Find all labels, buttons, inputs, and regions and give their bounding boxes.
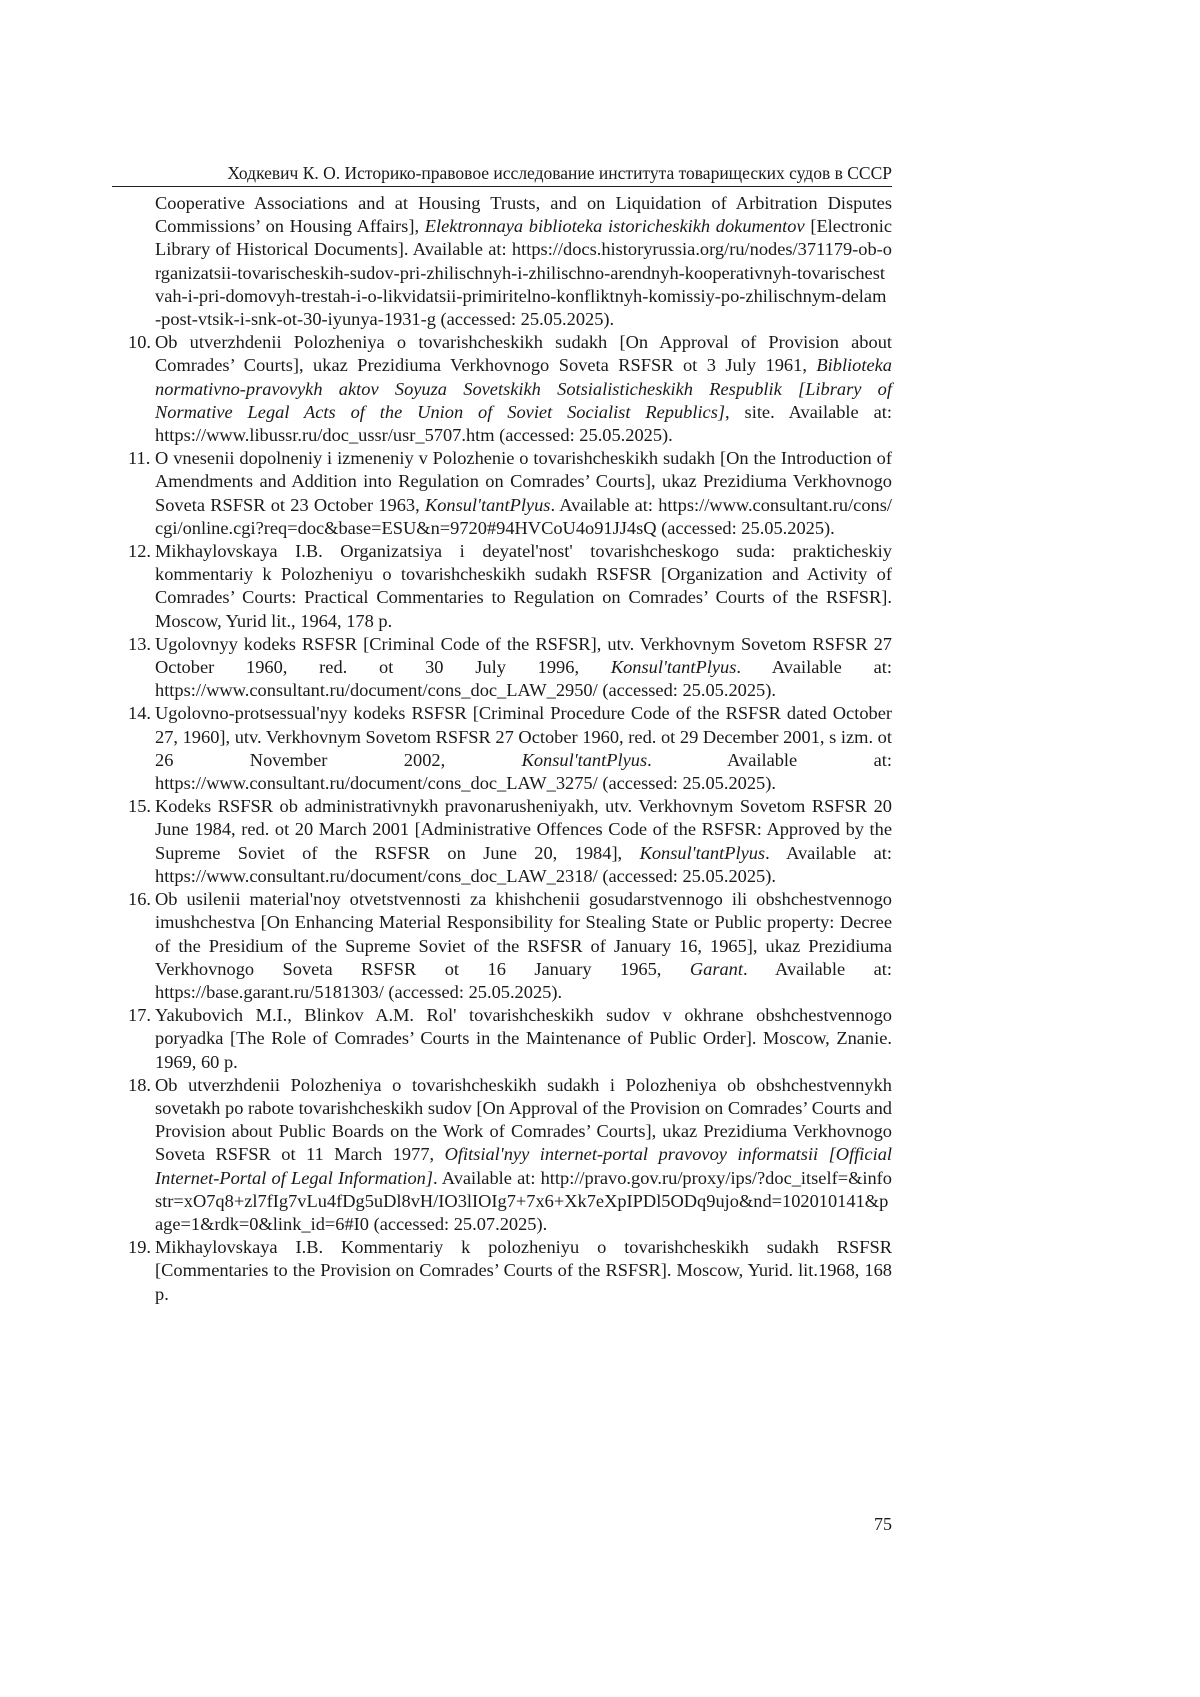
reference-number: 12. (128, 540, 155, 633)
reference-text (155, 1004, 892, 1074)
reference-item (128, 1236, 892, 1306)
reference-item (128, 1074, 892, 1236)
reference-segment: . Available at: https://www.consultant.ru/document/cons_doc_LAW_3275/ (accessed: 25.05.2025). (155, 750, 892, 793)
reference-number: 14. (128, 702, 155, 795)
reference-segment: Ob utverzhdenii Polozheniya o tovarishcheskikh sudakh i Polozheniya ob obshchestvennykh sovetakh po rabote tovarishcheskikh sudov [On Approval of the Provision on Comrades’ Courts and Provision about Public Boards on the Work of Comrades’ Courts], ukaz Prezidiuma Verkhovnogo Soveta RSFSR ot 11 March 1977, (155, 1075, 892, 1165)
reference-text (155, 795, 892, 888)
reference-text (155, 888, 892, 1004)
reference-number: 15. (128, 795, 155, 888)
reference-segment: . Available at: http://pravo.gov.ru/proxy/ips/?doc_itself=&infostr=xO7q8+zl7fIg7vLu4fDg5uDl8vH/IO3lIOIg7+7x6+Xk7eXpIPDl5ODq9ujo&nd=102010141&page=1&rdk=0&link_id=6#I0 (accessed: 25.07.2025). (155, 1168, 892, 1234)
reference-segment: [Electronic Library of Historical Documents]. Available at: https://docs.historyrussia.org/ru/nodes/371179-ob-organizatsii-tovarischeskih-sudov-pri-zhilischnyh-i-zhilischno-arendnyh-kooperativnyh-tovarischestvah-i-pri-domovyh-trestah-i-o-likvidatsii-primiritelno-konfliktnyh-komissiy-po-zhilischnym-delam-post-vtsik-i-snk-ot-30-iyunya-1931-g (accessed: 25.05.2025). (155, 216, 892, 329)
reference-segment: Ob utverzhdenii Polozheniya o tovarishcheskikh sudakh [On Approval of Provision about Comrades’ Courts], ukaz Prezidiuma Verkhovnogo Soveta RSFSR ot 3 July 1961, (155, 332, 892, 375)
reference-text (155, 447, 892, 540)
reference-text (155, 540, 892, 633)
reference-number: 19. (128, 1236, 155, 1306)
reference-segment: Mikhaylovskaya I.B. Kommentariy k polozheniyu o tovarishcheskikh sudakh RSFSR [Commentaries to the Provision on Comrades’ Courts of the RSFSR]. Moscow, Yurid. lit.1968, 168 p. (155, 1237, 892, 1303)
reference-number: 17. (128, 1004, 155, 1074)
reference-segment: Mikhaylovskaya I.B. Organizatsiya i deyatel'nost' tovarishcheskogo suda: prakticheskiy kommentariy k Polozheniyu o tovarishcheskikh sudakh RSFSR [Organization and Activity of Comrades’ Courts: Practical Commentaries to Regulation on Comrades’ Courts of the RSFSR]. Moscow, Yurid lit., 1964, 178 p. (155, 541, 892, 631)
reference-number: 18. (128, 1074, 155, 1236)
reference-italic-title: Elektronnaya biblioteka istoricheskikh dokumentov (425, 216, 805, 236)
reference-number: 16. (128, 888, 155, 1004)
reference-number: 11. (128, 447, 155, 540)
reference-item (128, 702, 892, 795)
reference-segment: Ob usilenii material'noy otvetstvennosti za khishchenii gosudarstvennogo ili obshchestvennogo imushchestva [On Enhancing Material Responsibility for Stealing State or Public property: Decree of the Presidium of the Supreme Soviet of the RSFSR of January 16, 1965], ukaz Prezidiuma Verkhovnogo Soveta RSFSR ot 16 January 1965, (155, 889, 892, 979)
reference-text (128, 192, 892, 331)
reference-segment: Ugolovno-protsessual'nyy kodeks RSFSR [Criminal Procedure Code of the RSFSR dated October 27, 1960], utv. Verkhovnym Sovetom RSFSR 27 October 1960, red. ot 29 December 2001, s izm. ot 26 November 2002, (155, 703, 892, 769)
reference-segment: , site. Available at: https://www.libussr.ru/doc_ussr/usr_5707.htm (accessed: 25.05.2025). (155, 402, 892, 445)
reference-italic-title: Ofitsial'nyy internet-portal pravovoy informatsii [Official Internet-Portal of Legal Information] (155, 1144, 892, 1187)
reference-item (128, 795, 892, 888)
reference-text (155, 702, 892, 795)
reference-italic-title: Konsul'tantPlyus (425, 495, 551, 515)
reference-segment: Ugolovnyy kodeks RSFSR [Criminal Code of the RSFSR], utv. Verkhovnym Sovetom RSFSR 27 October 1960, red. ot 30 July 1996, (155, 634, 892, 677)
header-rule (112, 186, 892, 187)
running-head: Ходкевич К. О. Историко-правовое исследование института товарищеских судов в СССР (112, 163, 892, 183)
reference-number: 13. (128, 633, 155, 703)
reference-item (128, 331, 892, 447)
reference-item (128, 540, 892, 633)
reference-item (128, 633, 892, 703)
reference-item (128, 1004, 892, 1074)
reference-segment: . Available at: https://www.consultant.ru/document/cons_doc_LAW_2318/ (accessed: 25.05.2025). (155, 843, 892, 886)
reference-italic-title: Konsul'tantPlyus (640, 843, 766, 863)
reference-segment: Yakubovich M.I., Blinkov A.M. Rol' tovarishcheskikh sudov v okhrane obshchestvennogo poryadka [The Role of Comrades’ Courts in the Maintenance of Public Order]. Moscow, Znanie. 1969, 60 p. (155, 1005, 892, 1071)
reference-item (128, 888, 892, 1004)
reference-italic-title: Konsul'tantPlyus (611, 657, 737, 677)
page-number: 75 (860, 1513, 892, 1535)
reference-list (128, 192, 892, 1306)
reference-number: 10. (128, 331, 155, 447)
reference-segment: Cooperative Associations and at Housing Trusts, and on Liquidation of Arbitration Disputes Commissions’ on Housing Affairs], (155, 193, 892, 236)
reference-italic-title: Biblioteka normativno-pravovykh aktov Soyuza Sovetskikh Sotsialisticheskikh Respublik [Library of Normative Legal Acts of the Union of Soviet Socialist Republics] (155, 355, 892, 421)
reference-text (155, 633, 892, 703)
reference-segment: . Available at: https://base.garant.ru/5181303/ (accessed: 25.05.2025). (155, 959, 892, 1002)
reference-item (128, 447, 892, 540)
reference-text (155, 1074, 892, 1236)
reference-text (155, 331, 892, 447)
reference-segment: Kodeks RSFSR ob administrativnykh pravonarusheniyakh, utv. Verkhovnym Sovetom RSFSR 20 June 1984, red. ot 20 March 2001 [Administrative Offences Code of the RSFSR: Approved by the Supreme Soviet of the RSFSR on June 20, 1984], (155, 796, 892, 862)
reference-italic-title: Garant (690, 959, 743, 979)
reference-segment: O vnesenii dopolneniy i izmeneniy v Polozhenie o tovarishcheskikh sudakh [On the Introduction of Amendments and Addition into Regulation on Comrades’ Courts], ukaz Prezidiuma Verkhovnogo Soveta RSFSR ot 23 October 1963, (155, 448, 892, 514)
reference-text (155, 1236, 892, 1306)
reference-segment: . Available at: https://www.consultant.ru/document/cons_doc_LAW_2950/ (accessed: 25.05.2025). (155, 657, 892, 700)
reference-italic-title: Konsul'tantPlyus (522, 750, 648, 770)
reference-item (128, 192, 892, 331)
reference-segment: . Available at: https://www.consultant.ru/cons/cgi/online.cgi?req=doc&base=ESU&n=9720#94HVCoU4o91JJ4sQ (accessed: 25.05.2025). (155, 495, 892, 538)
